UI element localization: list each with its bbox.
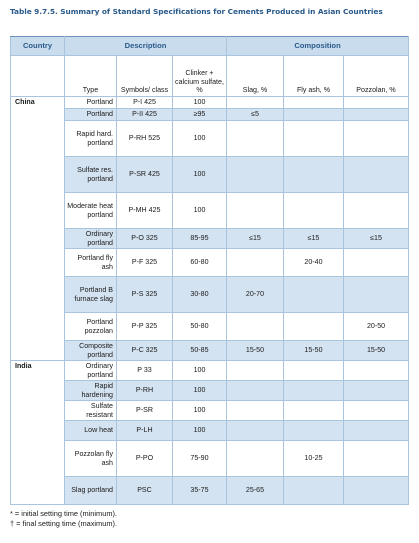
symbol-cell: P-I 425 (117, 97, 173, 109)
flyash-cell (284, 97, 344, 109)
type-cell: Portland B furnace slag (65, 277, 117, 313)
slag-cell (227, 97, 284, 109)
table-row (11, 401, 409, 421)
flyash-cell: ≤15 (284, 229, 344, 249)
country-cell: China (11, 97, 65, 361)
slag-cell: ≤15 (227, 229, 284, 249)
slag-cell (227, 441, 284, 477)
table-row (11, 341, 409, 361)
col-header-clinker: Clinker + calcium sulfate, % (173, 56, 227, 97)
type-cell: Ordinary portland (65, 229, 117, 249)
pozzolan-cell (344, 109, 409, 121)
type-cell: Composite portland (65, 341, 117, 361)
col-header-type: Type (65, 56, 117, 97)
clinker-cell: 100 (173, 381, 227, 401)
col-header-composition: Composition (227, 37, 409, 56)
pozzolan-cell (344, 157, 409, 193)
flyash-cell (284, 401, 344, 421)
slag-cell (227, 157, 284, 193)
clinker-cell: 100 (173, 361, 227, 381)
pozzolan-cell (344, 401, 409, 421)
type-cell: Slag portland (65, 477, 117, 505)
type-cell: Ordinary portland (65, 361, 117, 381)
col-header-slag: Slag, % (227, 56, 284, 97)
table-row (11, 277, 409, 313)
symbol-cell: P-S 325 (117, 277, 173, 313)
clinker-cell: ≥95 (173, 109, 227, 121)
pozzolan-cell: 20-50 (344, 313, 409, 341)
col-header-pozzolan: Pozzolan, % (344, 56, 409, 97)
symbol-cell: P-II 425 (117, 109, 173, 121)
flyash-cell (284, 193, 344, 229)
flyash-cell (284, 313, 344, 341)
table-row (11, 109, 409, 121)
flyash-cell (284, 361, 344, 381)
slag-cell (227, 401, 284, 421)
footnotes (10, 509, 117, 529)
type-cell: Moderate heat portland (65, 193, 117, 229)
pozzolan-cell (344, 121, 409, 157)
type-cell: Rapid hardening (65, 381, 117, 401)
table-row (11, 313, 409, 341)
flyash-cell: 10-25 (284, 441, 344, 477)
pozzolan-cell (344, 249, 409, 277)
type-cell: Portland fly ash (65, 249, 117, 277)
symbol-cell: P-MH 425 (117, 193, 173, 229)
table-row (11, 249, 409, 277)
clinker-cell: 100 (173, 421, 227, 441)
flyash-cell (284, 421, 344, 441)
type-cell: Sulfate resistant (65, 401, 117, 421)
table-row (11, 157, 409, 193)
clinker-cell: 60-80 (173, 249, 227, 277)
pozzolan-cell (344, 193, 409, 229)
clinker-cell: 75-90 (173, 441, 227, 477)
type-cell: Portland (65, 97, 117, 109)
type-cell: Low heat (65, 421, 117, 441)
slag-cell (227, 121, 284, 157)
symbol-cell: P-RH (117, 381, 173, 401)
col-header-symbols: Symbols/ class (117, 56, 173, 97)
slag-cell (227, 361, 284, 381)
table-row (11, 421, 409, 441)
col-header-description: Description (65, 37, 227, 56)
symbol-cell: P-PO (117, 441, 173, 477)
clinker-cell: 85-95 (173, 229, 227, 249)
pozzolan-cell: ≤15 (344, 229, 409, 249)
flyash-cell: 15-50 (284, 341, 344, 361)
slag-cell: 25-65 (227, 477, 284, 505)
type-cell: Portland pozzolan (65, 313, 117, 341)
pozzolan-cell: 15-50 (344, 341, 409, 361)
clinker-cell: 100 (173, 401, 227, 421)
table-row (11, 121, 409, 157)
pozzolan-cell (344, 477, 409, 505)
slag-cell (227, 313, 284, 341)
clinker-cell: 35-75 (173, 477, 227, 505)
flyash-cell: 20-40 (284, 249, 344, 277)
slag-cell (227, 249, 284, 277)
symbol-cell: P-F 325 (117, 249, 173, 277)
clinker-cell: 100 (173, 157, 227, 193)
table-row (11, 477, 409, 505)
footnote-final-setting: † = final setting time (maximum). (10, 519, 117, 528)
table-row (11, 193, 409, 229)
slag-cell: ≤5 (227, 109, 284, 121)
footnote-initial-setting: * = initial setting time (minimum). (10, 509, 117, 518)
col-header-blank (11, 56, 65, 97)
pozzolan-cell (344, 381, 409, 401)
type-cell: Pozzolan fly ash (65, 441, 117, 477)
flyash-cell (284, 477, 344, 505)
symbol-cell: P-C 325 (117, 341, 173, 361)
clinker-cell: 100 (173, 193, 227, 229)
flyash-cell (284, 381, 344, 401)
table-row (11, 441, 409, 477)
symbol-cell: P-SR 425 (117, 157, 173, 193)
pozzolan-cell (344, 361, 409, 381)
table-row (11, 381, 409, 401)
table-row (11, 229, 409, 249)
type-cell: Portland (65, 109, 117, 121)
col-header-country: Country (11, 37, 65, 56)
clinker-cell: 100 (173, 121, 227, 157)
spec-table (10, 36, 409, 505)
type-cell: Sulfate res. portland (65, 157, 117, 193)
spec-table-frame (10, 36, 408, 505)
symbol-cell: P-LH (117, 421, 173, 441)
table-row (11, 97, 409, 109)
clinker-cell: 50-85 (173, 341, 227, 361)
col-header-flyash: Fly ash, % (284, 56, 344, 97)
symbol-cell: PSC (117, 477, 173, 505)
symbol-cell: P-P 325 (117, 313, 173, 341)
symbol-cell: P-RH 525 (117, 121, 173, 157)
pozzolan-cell (344, 97, 409, 109)
clinker-cell: 100 (173, 97, 227, 109)
pozzolan-cell (344, 441, 409, 477)
slag-cell (227, 421, 284, 441)
table-title: Table 9.7.5. Summary of Standard Specifications for Cements Produced in Asian Countries (10, 7, 383, 16)
slag-cell (227, 381, 284, 401)
flyash-cell (284, 277, 344, 313)
flyash-cell (284, 121, 344, 157)
country-cell: India (11, 361, 65, 505)
table-row (11, 361, 409, 381)
symbol-cell: P 33 (117, 361, 173, 381)
symbol-cell: P-SR (117, 401, 173, 421)
type-cell: Rapid hard. portland (65, 121, 117, 157)
clinker-cell: 50-80 (173, 313, 227, 341)
pozzolan-cell (344, 421, 409, 441)
slag-cell (227, 193, 284, 229)
clinker-cell: 30-80 (173, 277, 227, 313)
flyash-cell (284, 157, 344, 193)
symbol-cell: P-O 325 (117, 229, 173, 249)
pozzolan-cell (344, 277, 409, 313)
slag-cell: 15-50 (227, 341, 284, 361)
slag-cell: 20-70 (227, 277, 284, 313)
flyash-cell (284, 109, 344, 121)
